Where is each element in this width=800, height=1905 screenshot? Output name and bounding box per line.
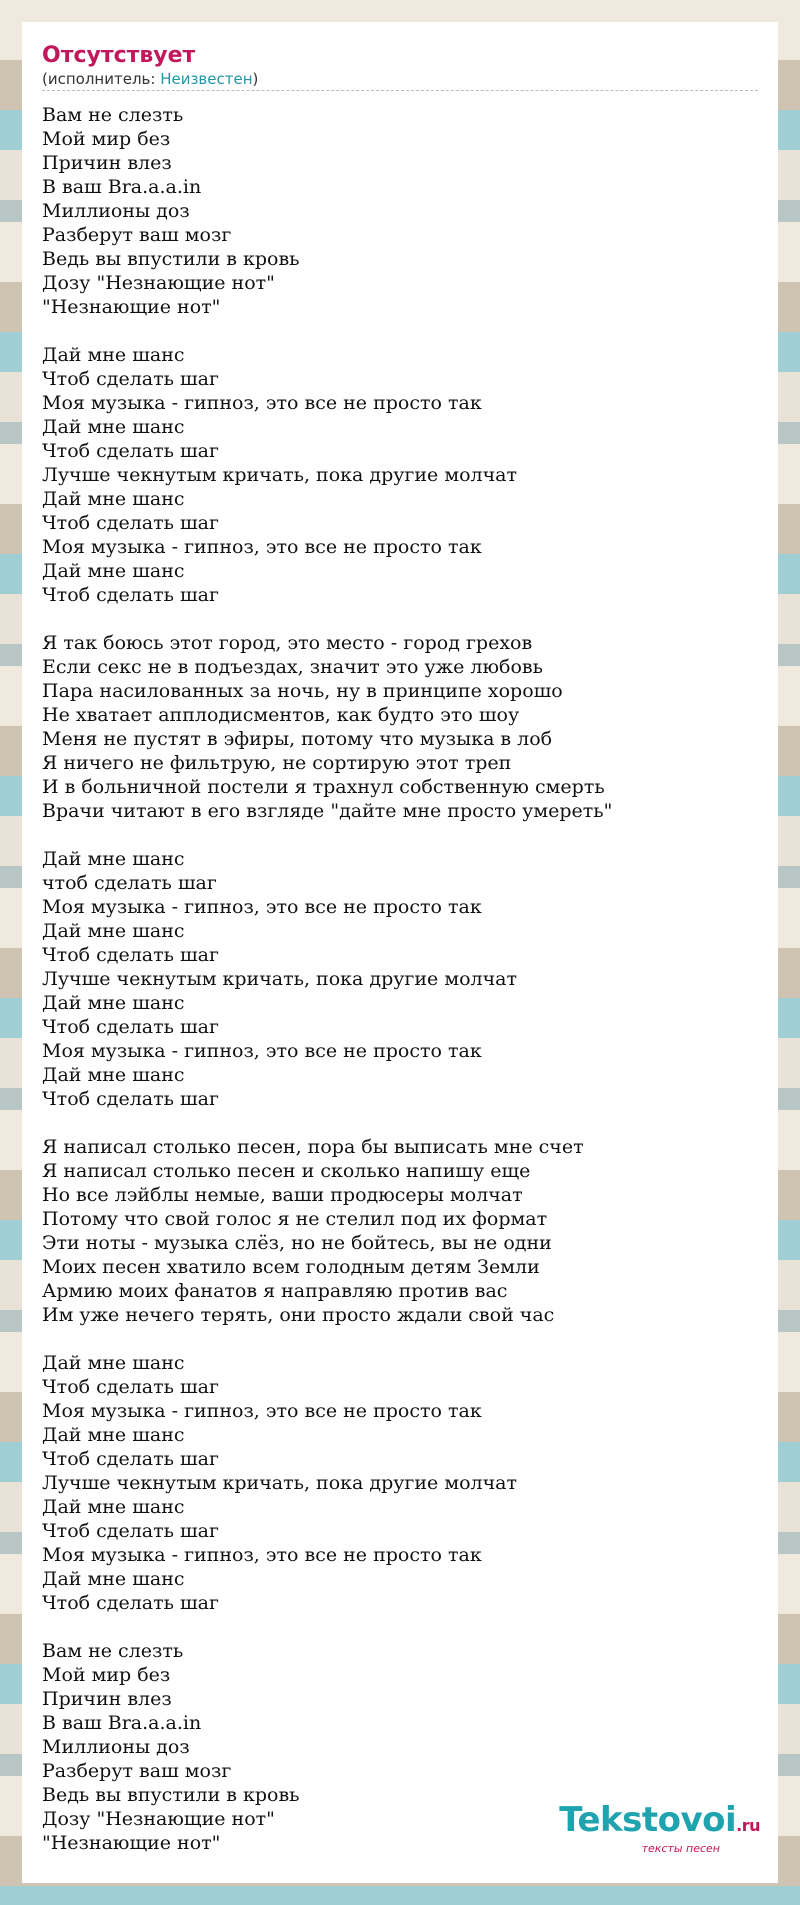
lyric-line: Чтоб сделать шаг <box>42 440 219 462</box>
lyric-line: Ведь вы впустили в кровь <box>42 248 300 270</box>
lyric-line: Дозу "Незнающие нот" <box>42 272 275 294</box>
lyric-line: Вам не слезть <box>42 1640 184 1662</box>
artist-prefix: (исполнитель: <box>42 70 161 88</box>
lyric-line: Чтоб сделать шаг <box>42 1088 219 1110</box>
lyric-line: Дай мне шанс <box>42 560 185 582</box>
lyric-line: И в больничной постели я трахнул собственную смерть <box>42 776 605 798</box>
lyric-line: Дай мне шанс <box>42 344 185 366</box>
stanza-break <box>42 823 758 847</box>
lyric-line: Моя музыка - гипноз, это все не просто так <box>42 392 482 414</box>
lyric-line: Разберут ваш мозг <box>42 224 232 246</box>
lyric-line: Моя музыка - гипноз, это все не просто так <box>42 536 482 558</box>
lyric-line: Дай мне шанс <box>42 1424 185 1446</box>
lyric-line: Причин влез <box>42 1688 172 1710</box>
lyric-line: Моя музыка - гипноз, это все не просто так <box>42 1040 482 1062</box>
song-title: Отсутствует <box>42 43 196 68</box>
lyric-line: Эти ноты - музыка слёз, но не бойтесь, вы не одни <box>42 1232 552 1254</box>
lyric-line: Чтоб сделать шаг <box>42 1520 219 1542</box>
lyric-line: Чтоб сделать шаг <box>42 1592 219 1614</box>
stanza-break <box>42 1111 758 1135</box>
lyric-line: Дай мне шанс <box>42 1352 185 1374</box>
lyric-line: Моя музыка - гипноз, это все не просто так <box>42 896 482 918</box>
lyric-line: Миллионы доз <box>42 200 190 222</box>
logo-name: Tekstovoi <box>559 1800 737 1840</box>
lyric-line: чтоб сделать шаг <box>42 872 217 894</box>
lyric-line: Разберут ваш мозг <box>42 1760 232 1782</box>
lyric-line: Моя музыка - гипноз, это все не просто так <box>42 1544 482 1566</box>
lyric-line: Дай мне шанс <box>42 488 185 510</box>
lyric-line: Миллионы доз <box>42 1736 190 1758</box>
lyric-line: Врачи читают в его взгляде "дайте мне просто умереть" <box>42 800 613 822</box>
lyric-line: В ваш Bra.a.a.in <box>42 176 202 198</box>
lyric-line: Дай мне шанс <box>42 1496 185 1518</box>
lyric-line: Моих песен хватило всем голодным детям Земли <box>42 1256 540 1278</box>
lyric-line: Я так боюсь этот город, это место - город грехов <box>42 632 533 654</box>
lyric-line: Им уже нечего терять, они просто ждали свой час <box>42 1304 555 1326</box>
lyric-line: Моя музыка - гипноз, это все не просто так <box>42 1400 482 1422</box>
lyric-line: Меня не пустят в эфиры, потому что музыка в лоб <box>42 728 553 750</box>
site-logo[interactable] <box>559 1800 760 1855</box>
lyrics-text <box>42 103 758 1855</box>
lyric-line: "Незнающие нот" <box>42 296 221 318</box>
stanza-break <box>42 319 758 343</box>
lyric-line: Если секс не в подъездах, значит это уже любовь <box>42 656 543 678</box>
lyric-line: Дай мне шанс <box>42 920 185 942</box>
lyric-line: Дай мне шанс <box>42 1064 185 1086</box>
lyric-line: Причин влез <box>42 152 172 174</box>
lyric-line: Чтоб сделать шаг <box>42 368 219 390</box>
lyric-line: Потому что свой голос я не стелил под их формат <box>42 1208 548 1230</box>
lyric-line: Мой мир без <box>42 128 171 150</box>
lyric-line: Мой мир без <box>42 1664 171 1686</box>
lyric-line: Лучше чекнутым кричать, пока другие молчат <box>42 968 518 990</box>
lyric-line: Чтоб сделать шаг <box>42 944 219 966</box>
lyric-line: Чтоб сделать шаг <box>42 1016 219 1038</box>
lyric-line: Пара насилованных за ночь, ну в принципе хорошо <box>42 680 563 702</box>
logo-tld: .ru <box>736 1816 760 1835</box>
lyric-line: Не хватает апплодисментов, как будто это шоу <box>42 704 520 726</box>
lyric-line: Ведь вы впустили в кровь <box>42 1784 300 1806</box>
stanza-break <box>42 607 758 631</box>
artist-line <box>42 70 758 91</box>
lyric-line: Чтоб сделать шаг <box>42 1376 219 1398</box>
lyric-line: Дай мне шанс <box>42 992 185 1014</box>
lyric-line: "Незнающие нот" <box>42 1832 221 1854</box>
lyric-line: Дай мне шанс <box>42 848 185 870</box>
lyric-line: Вам не слезть <box>42 104 184 126</box>
lyrics-card <box>22 22 778 1883</box>
lyric-line: Чтоб сделать шаг <box>42 1448 219 1470</box>
logo-tagline: тексты песен <box>641 1842 720 1855</box>
lyric-line: Я ничего не фильтрую, не сортирую этот треп <box>42 752 512 774</box>
lyric-line: Армию моих фанатов я направляю против вас <box>42 1280 508 1302</box>
stanza-break <box>42 1327 758 1351</box>
lyric-line: Дай мне шанс <box>42 1568 185 1590</box>
lyric-line: Но все лэйблы немые, ваши продюсеры молчат <box>42 1184 523 1206</box>
stanza-break <box>42 1615 758 1639</box>
lyric-line: Лучше чекнутым кричать, пока другие молчат <box>42 464 518 486</box>
lyric-line: Лучше чекнутым кричать, пока другие молчат <box>42 1472 518 1494</box>
artist-link[interactable]: Неизвестен <box>160 70 253 88</box>
lyric-line: В ваш Bra.a.a.in <box>42 1712 202 1734</box>
lyric-line: Чтоб сделать шаг <box>42 584 219 606</box>
lyric-line: Дозу "Незнающие нот" <box>42 1808 275 1830</box>
lyric-line: Чтоб сделать шаг <box>42 512 219 534</box>
artist-suffix: ) <box>252 70 259 88</box>
lyric-line: Дай мне шанс <box>42 416 185 438</box>
lyric-line: Я написал столько песен, пора бы выписать мне счет <box>42 1136 584 1158</box>
lyric-line: Я написал столько песен и сколько напишу еще <box>42 1160 531 1182</box>
